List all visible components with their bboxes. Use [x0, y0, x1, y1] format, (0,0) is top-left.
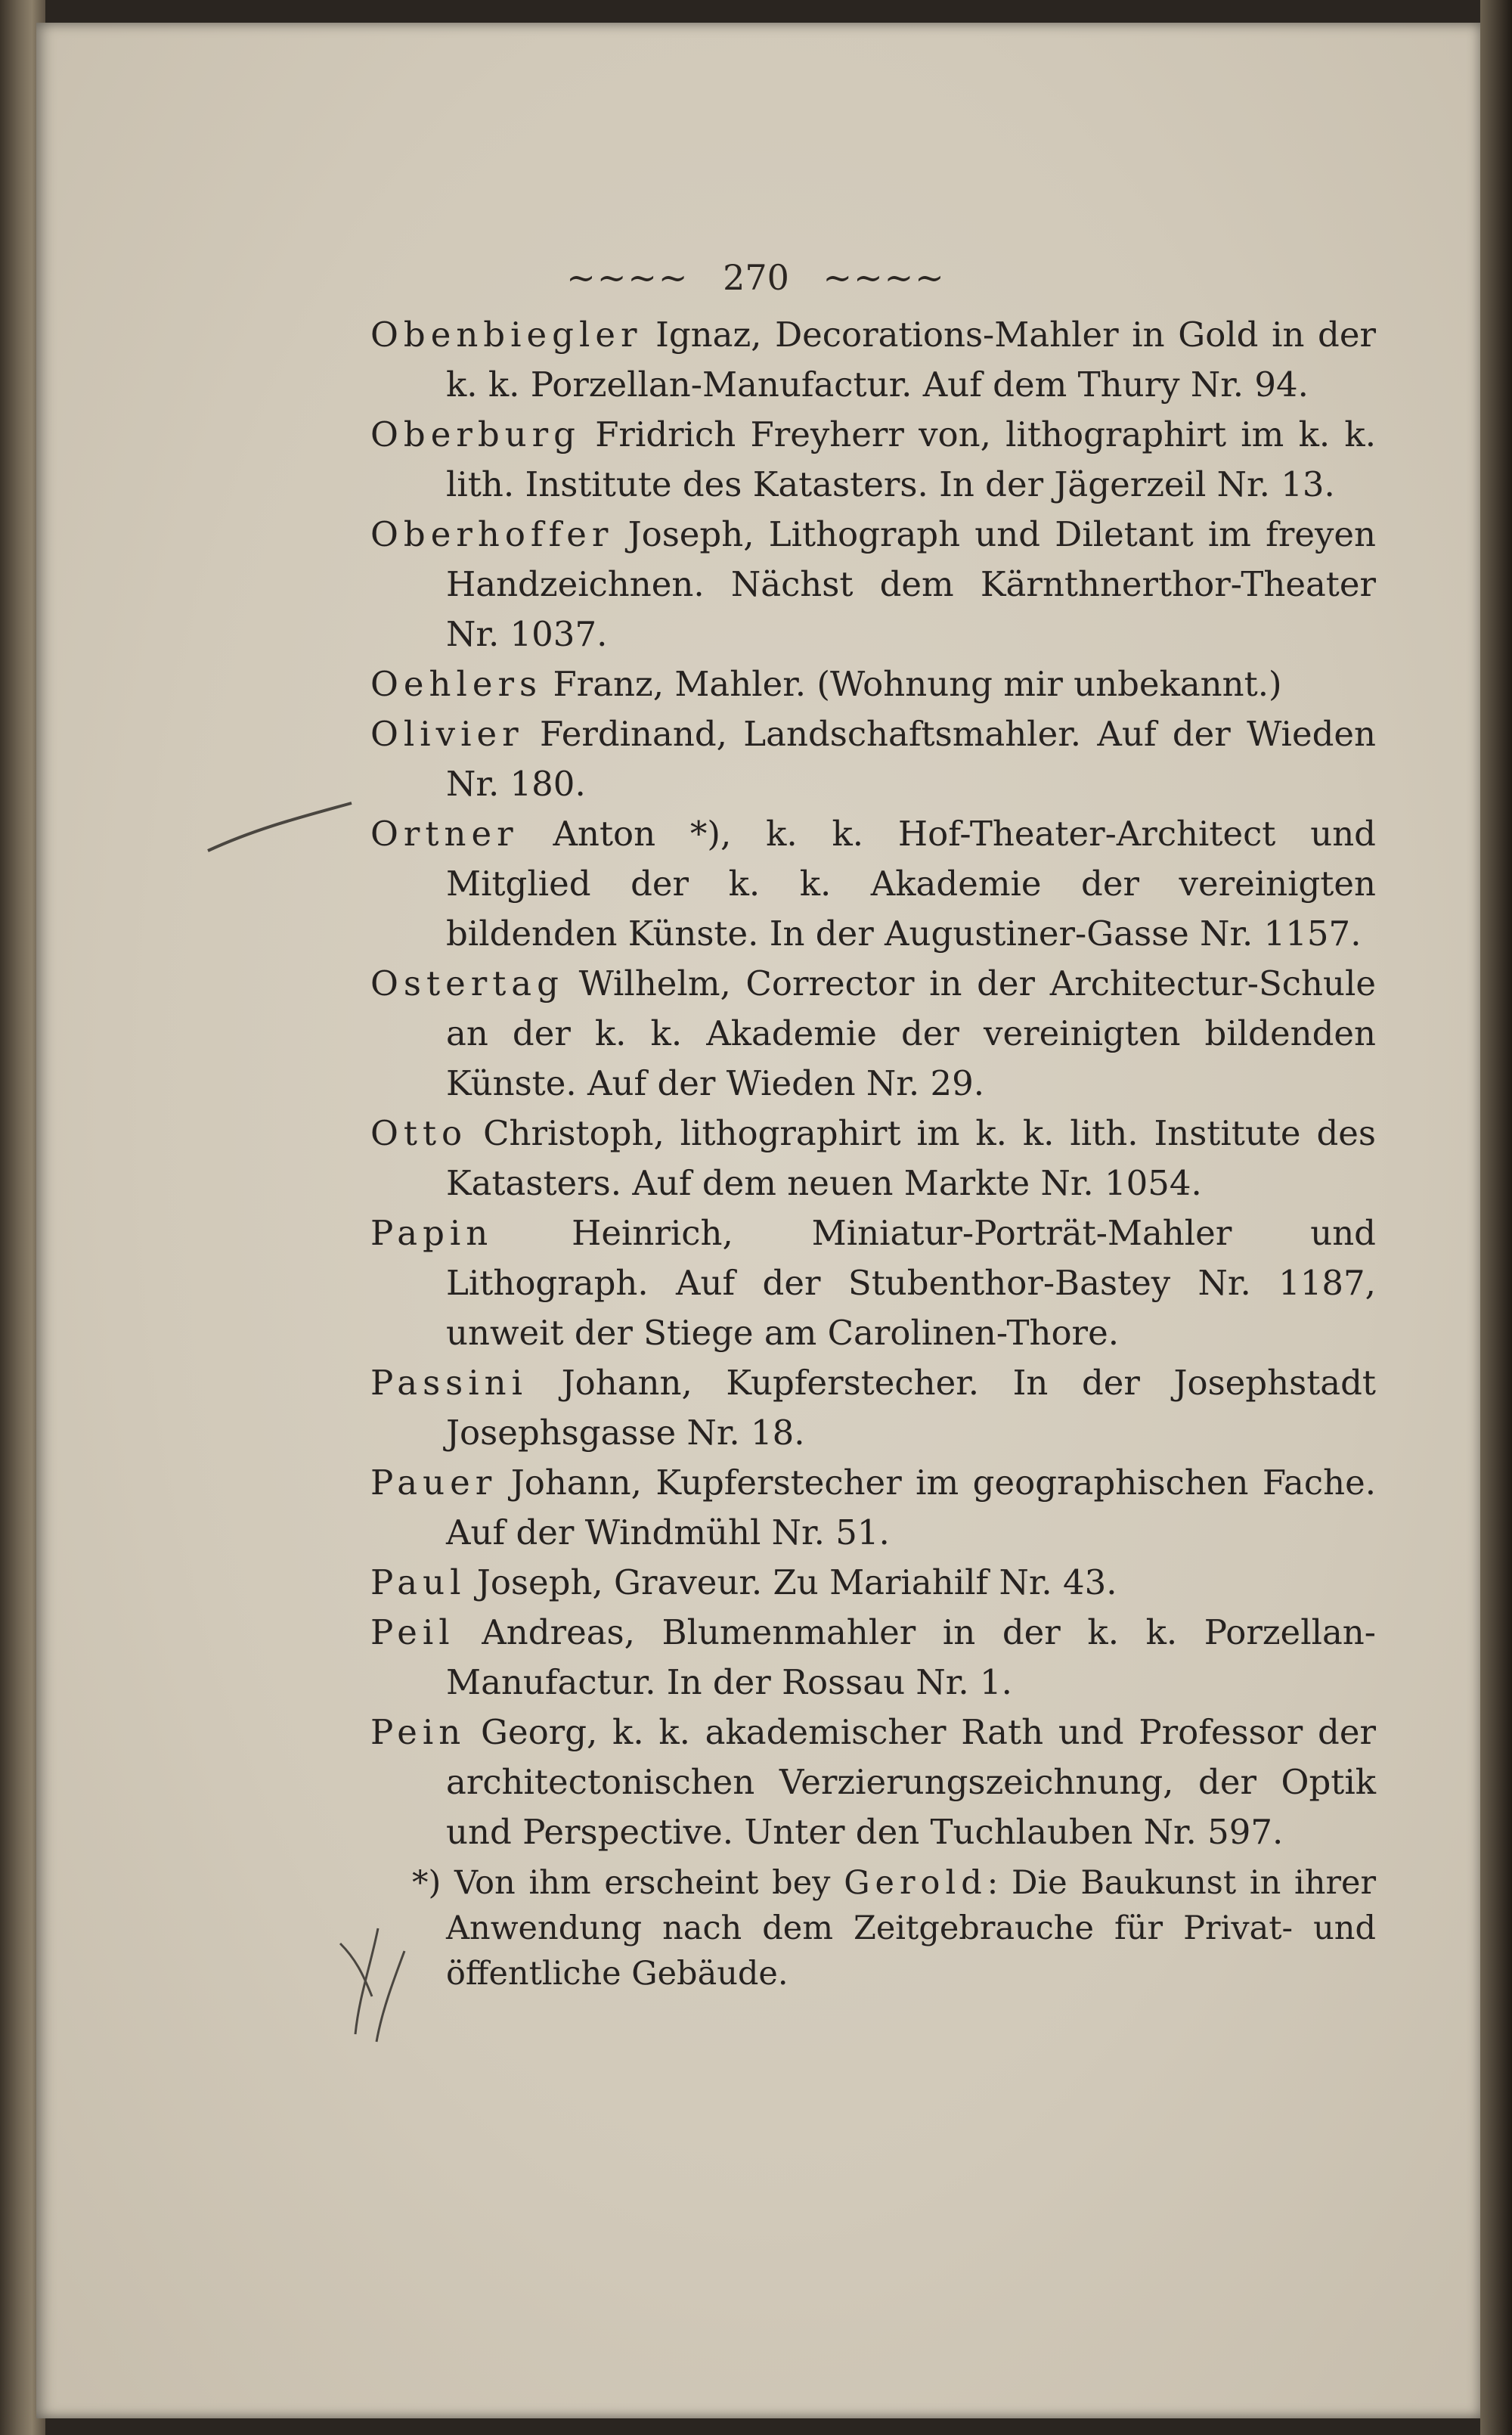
entry-text: Johann, Kupferstecher im geographischen Fache. Auf der Windmühl Nr. 51.: [446, 1463, 1377, 1553]
entry-text: Franz, Mahler. (Wohnung mir unbekannt.): [553, 664, 1282, 704]
entry-name: Olivier: [370, 714, 524, 754]
entry-text: Andreas, Blumenmahler in der k. k. Porzellan-Manufactur. In der Rossau Nr. 1.: [446, 1612, 1376, 1702]
pencil-stroke-icon: [376, 1951, 404, 2042]
entry-text: Ferdinand, Landschaftsmahler. Auf der Wieden Nr. 180.: [446, 714, 1376, 804]
footnote-text-after: : Die Baukunst in ihrer Anwendung nach dem Zeitgebrauche für Privat- und öffentliche Gebäude.: [446, 1864, 1377, 1993]
entry-text: Heinrich, Miniatur-Porträt-Mahler und Lithograph. Auf der Stubenthor-Bastey Nr. 1187, unweit der Stiege am Carolinen-Thore.: [446, 1213, 1376, 1353]
entry-name: Oehlers: [370, 664, 543, 704]
entry-name: Papin: [370, 1213, 494, 1253]
entry-text: Joseph, Graveur. Zu Mariahilf Nr. 43.: [476, 1562, 1117, 1602]
entry-name: Oberhoffer: [370, 514, 614, 554]
entry-name: Ortner: [370, 814, 519, 854]
entry-name: Oberburg: [370, 414, 581, 454]
entry-text: Anton *), k. k. Hof-Theater-Architect und Mitglied der k. k. Akademie der vereinigten bildenden Künste. In der Augustiner-Gasse Nr. 1157.: [446, 814, 1376, 954]
ornament-right: ~~~~: [823, 257, 946, 298]
entry-text: Georg, k. k. akademischer Rath und Professor der architectonischen Verzierungszeichnung, der Optik und Perspective. Unter den Tuchlauben Nr. 597.: [446, 1712, 1376, 1852]
entry-text: Christoph, lithographirt im k. k. lith. Institute des Katasters. Auf dem neuen Markte Nr. 1054.: [446, 1113, 1376, 1203]
entry-name: Ostertag: [370, 963, 564, 1003]
ornament-left: ~~~~: [566, 257, 689, 298]
footnote-marker: *): [412, 1864, 442, 1902]
entry-name: Pauer: [370, 1463, 497, 1503]
entry-text: Wilhelm, Corrector in der Architectur-Schule an der k. k. Akademie der vereinigten bildenden Künste. Auf der Wieden Nr. 29.: [446, 963, 1376, 1103]
footnote-spaced-name: Gerold: [844, 1864, 987, 1902]
entry-name: Passini: [370, 1363, 528, 1403]
pencil-stroke-icon: [208, 803, 352, 851]
entry-name: Paul: [370, 1562, 466, 1602]
footnote-text-before: Von ihm erscheint bey: [454, 1864, 831, 1902]
entry-text: Fridrich Freyherr von, lithographirt im k. k. lith. Institute des Katasters. In der Jägerzeil Nr. 13.: [446, 414, 1376, 504]
entry-text: Joseph, Lithograph und Diletant im freyen Handzeichnen. Nächst dem Kärnthnerthor-Theater Nr. 1037.: [446, 514, 1376, 654]
entry-name: Otto: [370, 1113, 468, 1153]
entry-text: Ignaz, Decorations-Mahler in Gold in der k. k. Porzellan-Manufactur. Auf dem Thury Nr. 94.: [446, 315, 1376, 405]
page-number: 270: [723, 257, 789, 298]
entry-name: Pein: [370, 1712, 466, 1752]
entry-name: Peil: [370, 1612, 455, 1652]
entry-name: Obenbiegler: [370, 315, 643, 355]
entry-text: Johann, Kupferstecher. In der Josephstadt Josephsgasse Nr. 18.: [446, 1363, 1376, 1453]
